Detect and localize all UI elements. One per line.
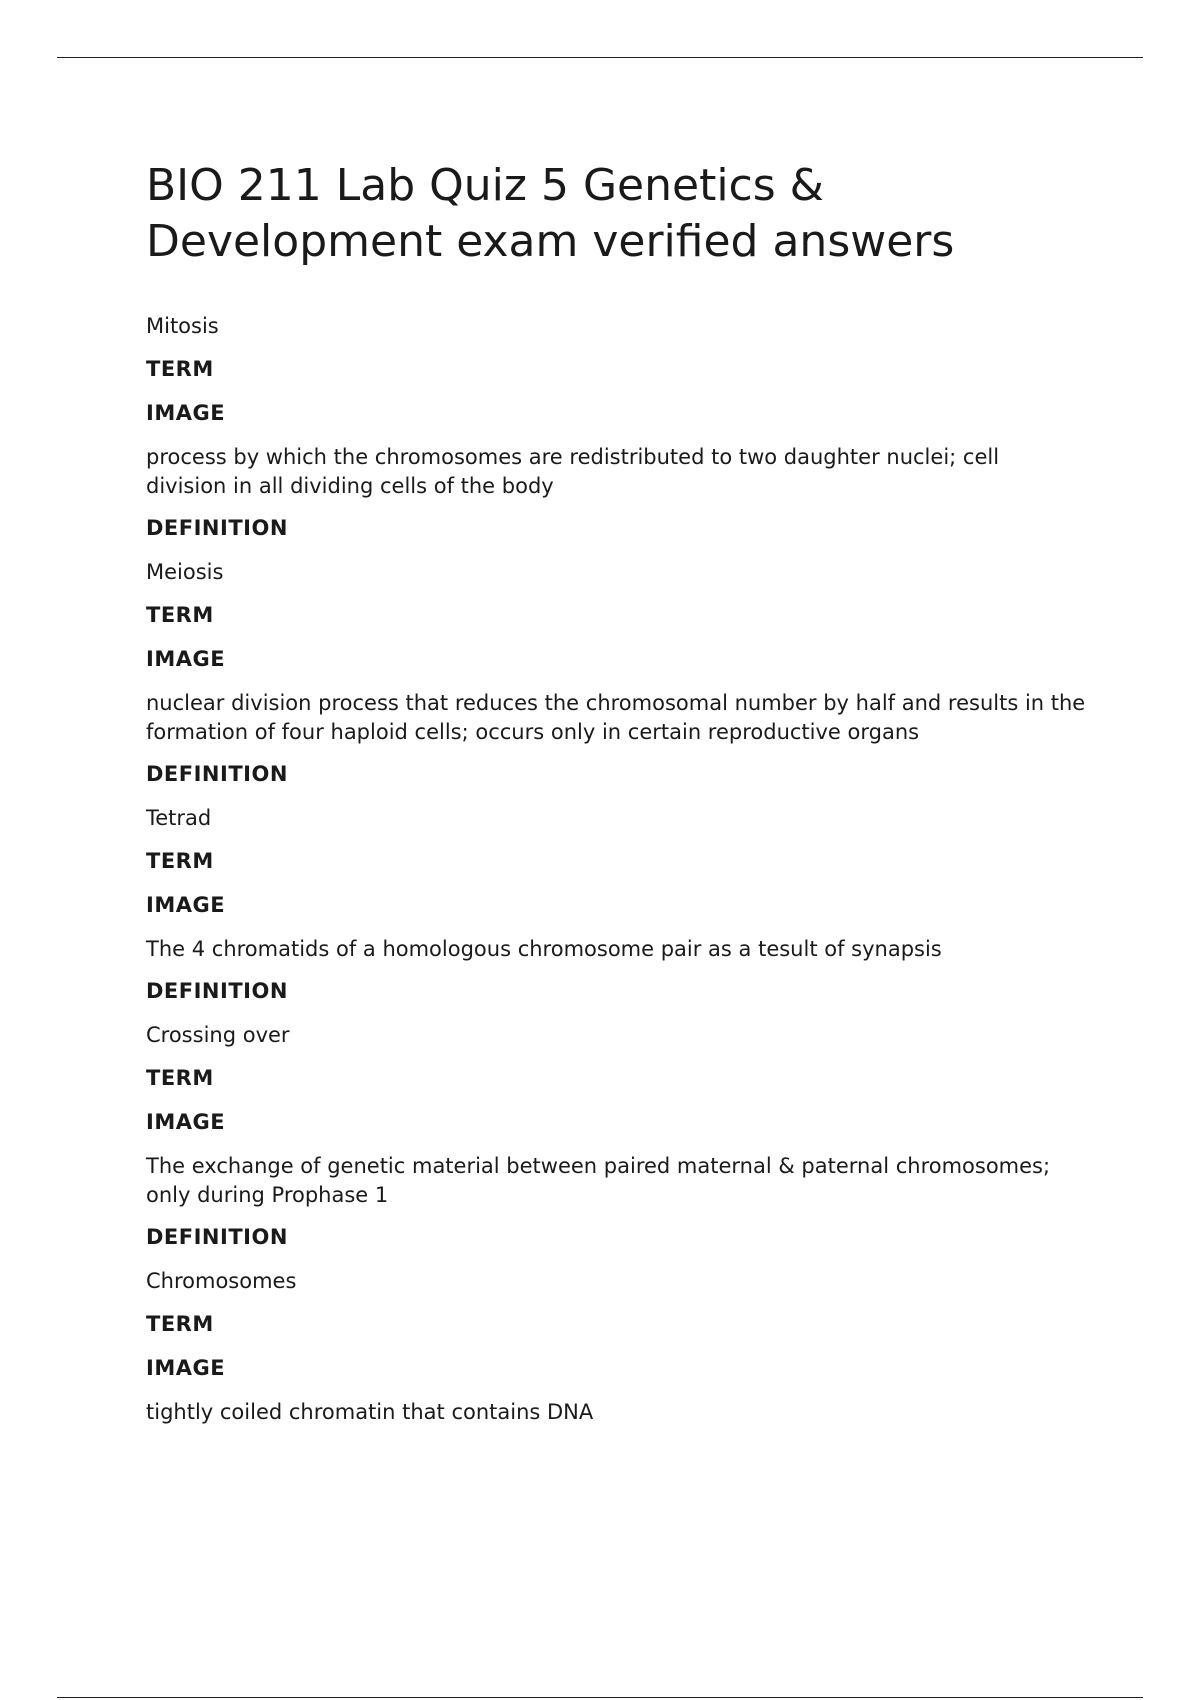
definition-text: tightly coiled chromatin that contains DNA [146,1400,594,1424]
definition-text: nuclear division process that reduces the chromosomal number by half and results in the formation of four haploid cells; occurs only in certain reproductive organs [146,691,1086,744]
flashcard-crossing-over [146,1021,1086,1252]
image-label: IMAGE [146,647,226,671]
term-label: TERM [146,1066,214,1090]
flashcard-tetrad [146,804,1086,1006]
document-body [146,158,1086,1440]
term-label: TERM [146,849,214,873]
definition-label: DEFINITION [146,762,288,786]
term-text: Mitosis [146,314,219,338]
term-label: TERM [146,357,214,381]
flashcard-mitosis [146,312,1086,543]
term-text: Meiosis [146,560,224,584]
term-label: TERM [146,603,214,627]
definition-label: DEFINITION [146,1225,288,1249]
term-text: Chromosomes [146,1269,297,1293]
image-label: IMAGE [146,401,226,425]
definition-text: process by which the chromosomes are redistributed to two daughter nuclei; cell division in all dividing cells of the body [146,445,1000,498]
term-text: Crossing over [146,1023,290,1047]
image-label: IMAGE [146,1110,226,1134]
image-label: IMAGE [146,1356,226,1380]
definition-label: DEFINITION [146,979,288,1003]
flashcard-meiosis [146,558,1086,789]
image-label: IMAGE [146,893,226,917]
term-text: Tetrad [146,806,212,830]
term-label: TERM [146,1312,214,1336]
document-title: BIO 211 Lab Quiz 5 Genetics & Development exam verified answers [146,160,955,267]
top-divider [57,57,1143,58]
bottom-divider [57,1697,1143,1698]
definition-text: The exchange of genetic material between paired maternal & paternal chromosomes; only during Prophase 1 [146,1154,1051,1207]
definition-label: DEFINITION [146,516,288,540]
definition-text: The 4 chromatids of a homologous chromosome pair as a tesult of synapsis [146,937,942,961]
flashcard-chromosomes [146,1267,1086,1427]
